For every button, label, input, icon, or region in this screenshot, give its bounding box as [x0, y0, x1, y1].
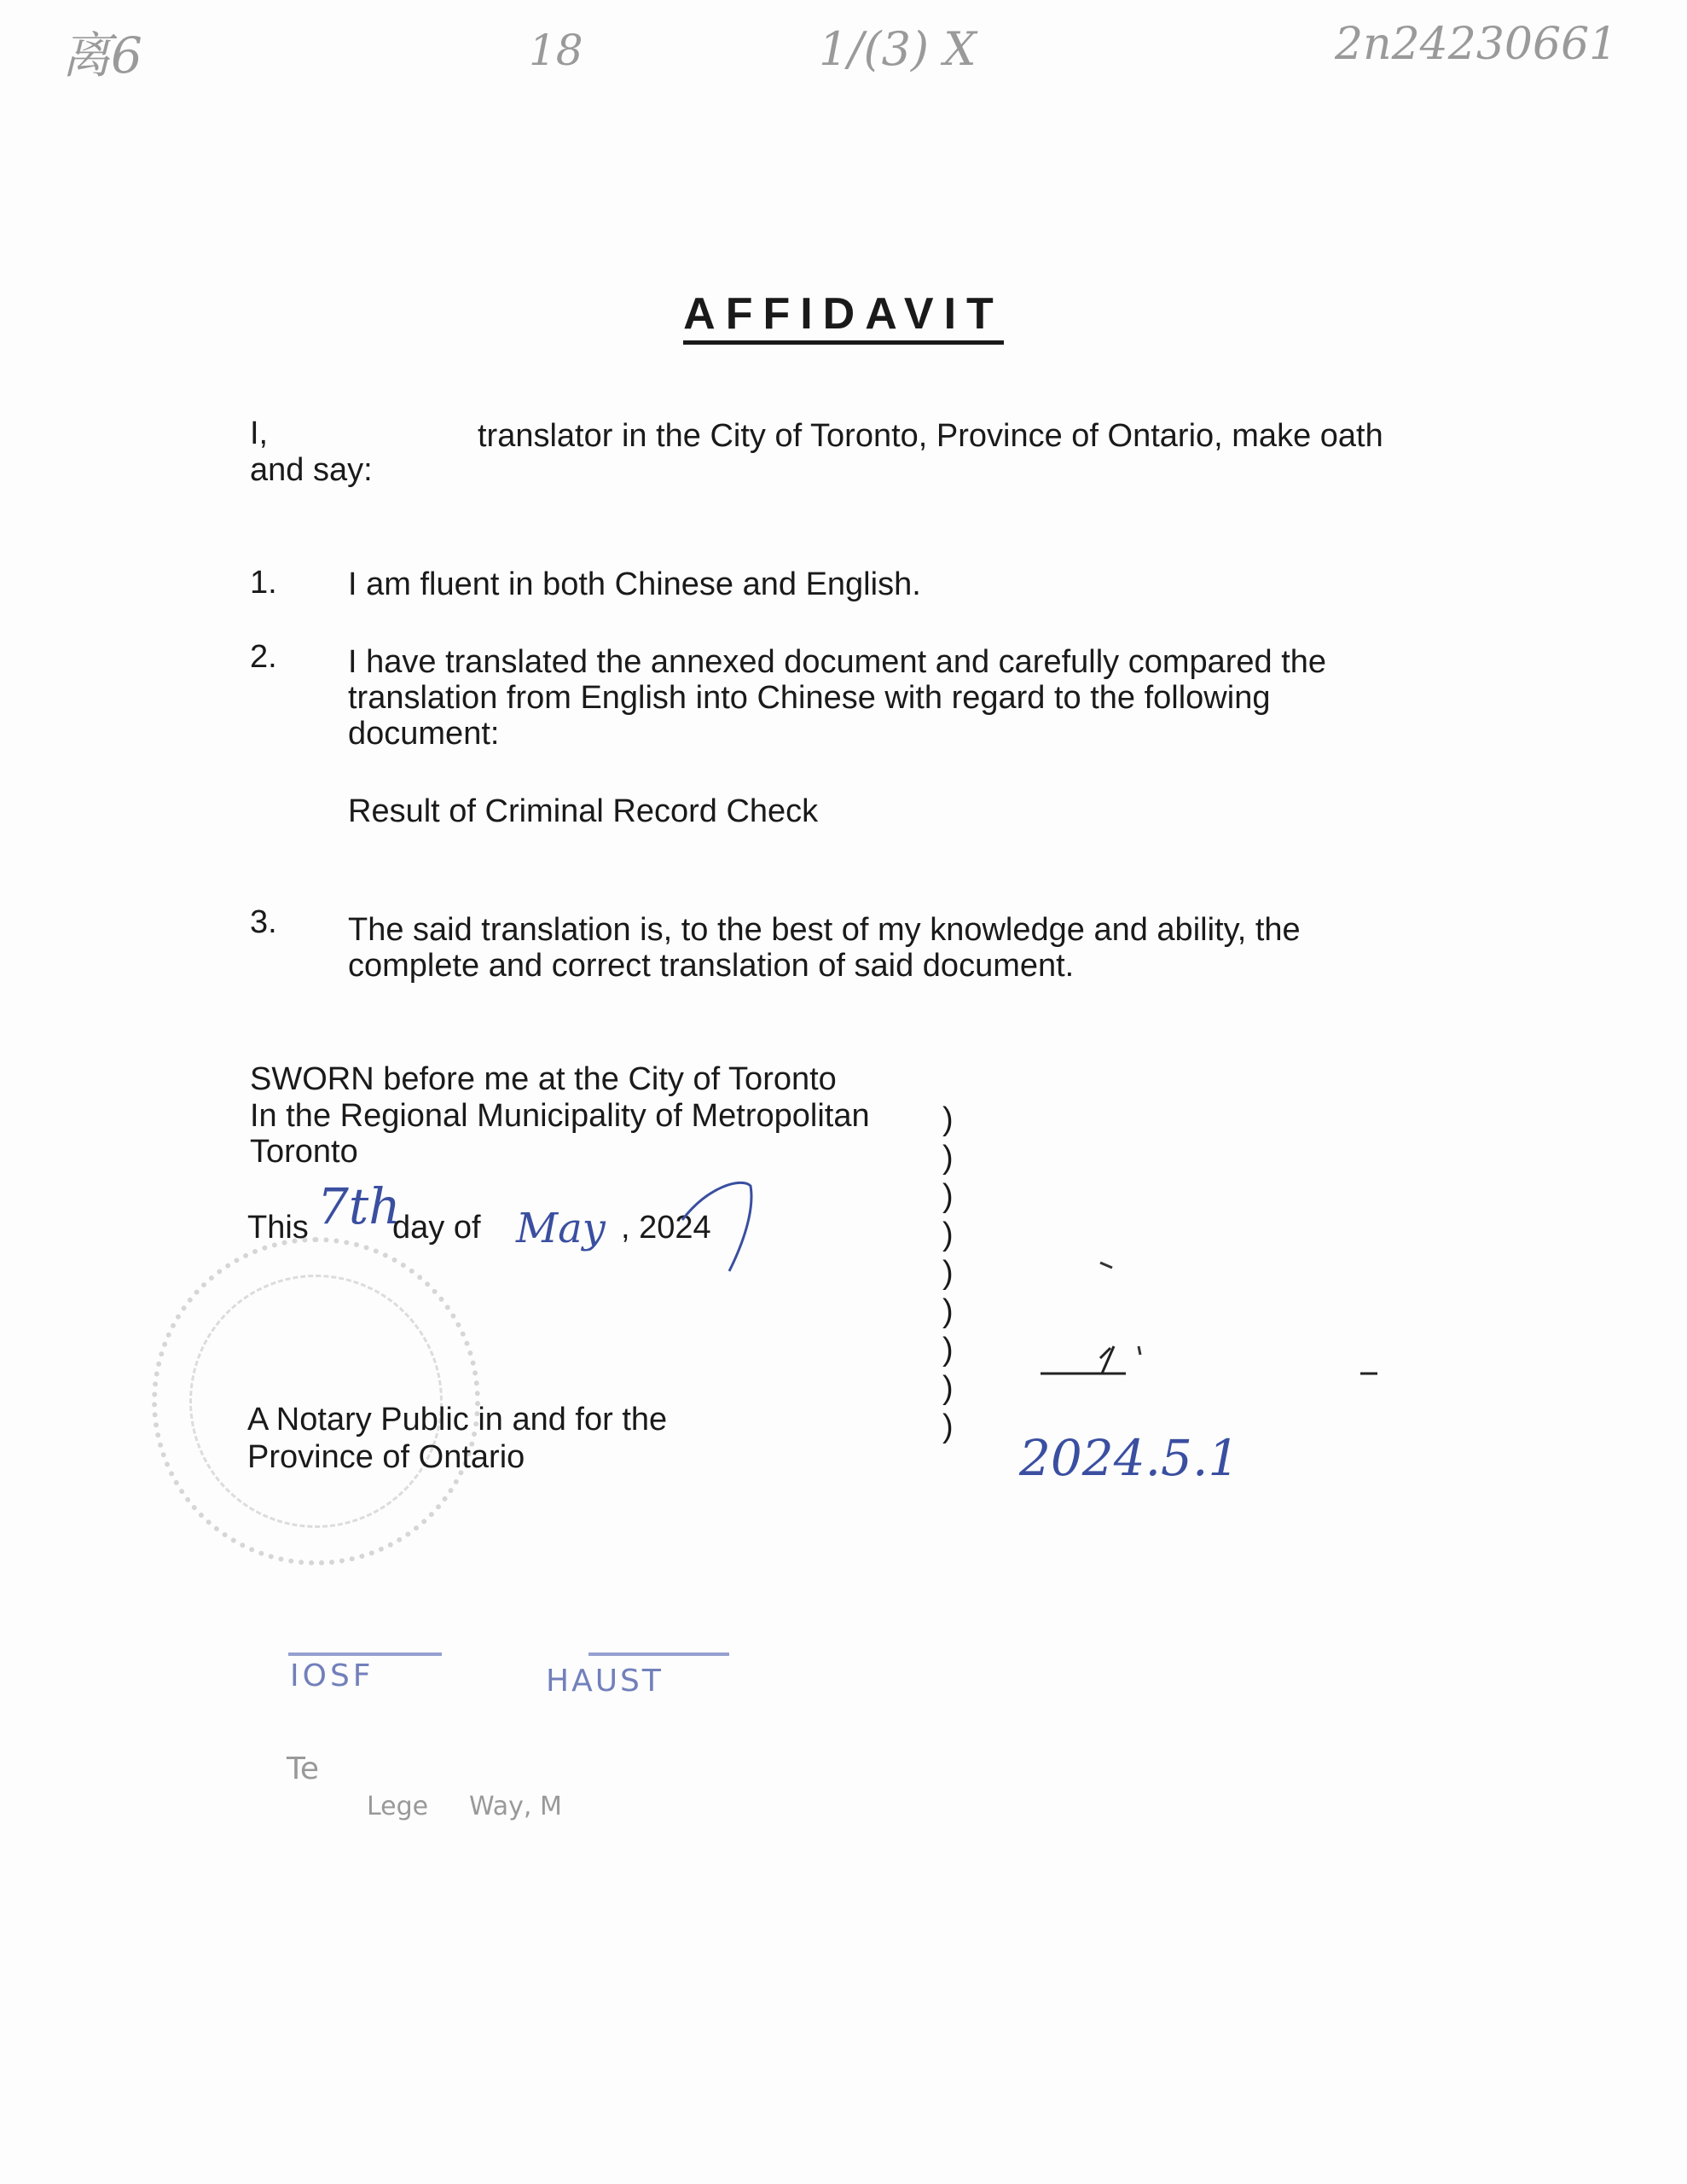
bracket: ): [942, 1140, 954, 1176]
date-year: , 2024: [621, 1210, 711, 1246]
document-title: AFFIDAVIT: [0, 288, 1687, 340]
bracket: ): [942, 1178, 954, 1214]
item-number: 1.: [250, 565, 277, 601]
intro-line-1: translator in the City of Toronto, Province of Ontario, make oath: [478, 418, 1383, 454]
bracket-column: [942, 1101, 954, 1446]
bracket: ): [942, 1293, 954, 1329]
stamp-line-3b: Way, M: [469, 1792, 562, 1821]
stamp-name-part-2: HAUST: [546, 1664, 664, 1699]
sworn-line-1: SWORN before me at the City of Toronto: [250, 1061, 837, 1097]
handwritten-signature-date: 2024.5.1: [1019, 1429, 1240, 1487]
sworn-line-2: In the Regional Municipality of Metropolitan: [250, 1098, 870, 1134]
item-text: translation from English into Chinese with regard to the following: [348, 680, 1271, 716]
signature-mark: [1041, 1246, 1399, 1399]
bracket: ): [942, 1101, 954, 1137]
item-number: 2.: [250, 639, 277, 675]
handwritten-month: May: [516, 1205, 606, 1252]
bracket: ): [942, 1409, 954, 1444]
date-this-label: This: [247, 1210, 309, 1246]
item-text: The said translation is, to the best of my knowledge and ability, the: [348, 912, 1301, 948]
bracket: ): [942, 1370, 954, 1406]
stamp-rule: [288, 1653, 442, 1656]
bracket: ): [942, 1255, 954, 1291]
handwritten-reference-number: 2n24230661: [1335, 19, 1618, 70]
sworn-line-3: Toronto: [250, 1134, 358, 1170]
handwritten-stroke: [665, 1169, 768, 1280]
item-text: document:: [348, 716, 500, 752]
notary-line-2: Province of Ontario: [247, 1439, 525, 1475]
bracket: ): [942, 1332, 954, 1368]
notary-line-1: A Notary Public in and for the: [247, 1402, 668, 1438]
document-name: Result of Criminal Record Check: [348, 793, 819, 829]
intro-prefix: I,: [250, 415, 269, 451]
item-number: 3.: [250, 904, 277, 940]
handwritten-mark-top-left: 离6: [61, 26, 142, 84]
item-text: complete and correct translation of said document.: [348, 948, 1075, 984]
stamp-line-2: Te: [287, 1751, 320, 1786]
item-text: I have translated the annexed document and carefully compared the: [348, 644, 1327, 680]
stamp-line-3a: Lege: [367, 1792, 429, 1821]
intro-line-2: and say:: [250, 452, 373, 488]
item-text: I am fluent in both Chinese and English.: [348, 566, 921, 602]
bracket: ): [942, 1217, 954, 1252]
stamp-rule: [588, 1653, 729, 1656]
handwritten-mark-top-mid: 18: [529, 26, 583, 75]
handwritten-mark-top-center: 1/(3) X: [819, 22, 977, 76]
handwritten-day: 7th: [317, 1177, 401, 1235]
date-day-of-label: day of: [392, 1210, 481, 1246]
stamp-name-part-1: IOSF: [290, 1658, 374, 1693]
